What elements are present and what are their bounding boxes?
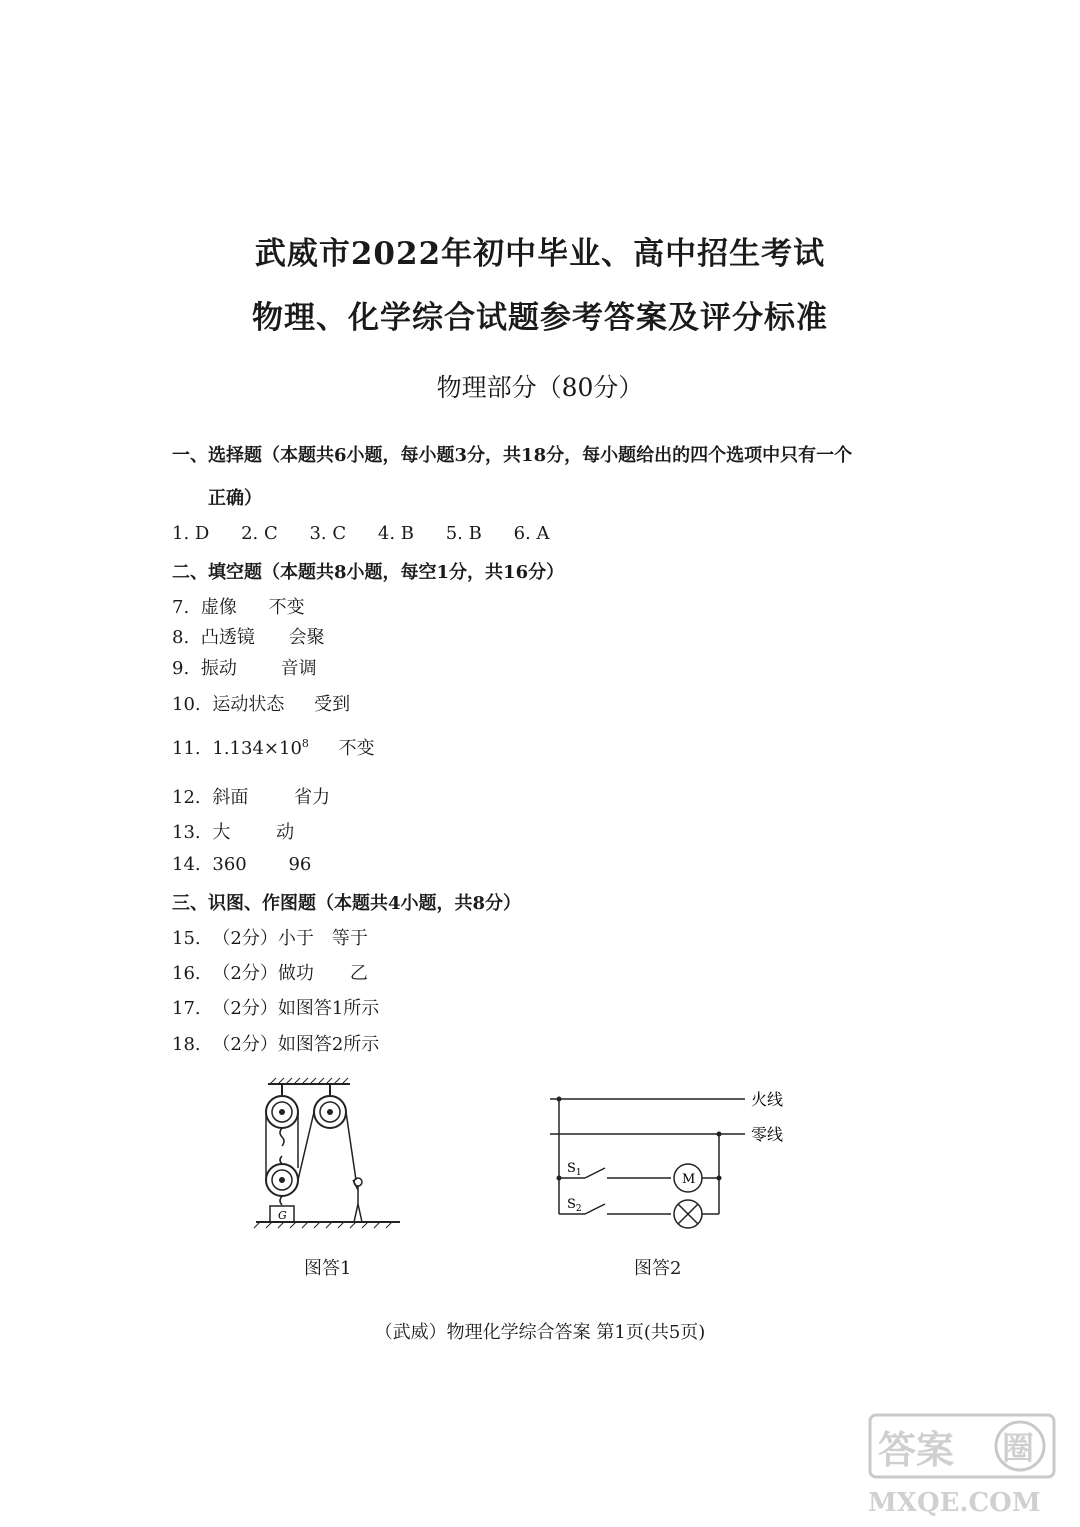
item-number: 7. bbox=[172, 597, 190, 618]
item-number: 17. bbox=[172, 998, 201, 1019]
fill-item-8 bbox=[172, 623, 325, 649]
answer-exponent: 8 bbox=[301, 737, 309, 750]
blank-answer-2: 会聚 bbox=[288, 627, 325, 648]
figure2-caption: 图答2 bbox=[634, 1258, 682, 1279]
figure1-caption: 图答1 bbox=[304, 1258, 352, 1279]
switch1-subscript: 1 bbox=[575, 1168, 582, 1178]
answer-4: 4. B bbox=[377, 523, 414, 544]
circuit-diagram bbox=[545, 1082, 795, 1232]
item-number: 11. bbox=[172, 738, 201, 759]
item-answer: （2分）做功 乙 bbox=[212, 963, 368, 984]
blank-answer-1: 大 bbox=[212, 822, 231, 843]
item-answer: （2分）小于 等于 bbox=[212, 928, 368, 949]
blank-answer-2: 不变 bbox=[338, 738, 375, 759]
blank-answer-1: 虚像 bbox=[200, 597, 237, 618]
fill-item-7 bbox=[172, 593, 305, 619]
page-footer: （武威）物理化学综合答案 第1页(共5页) bbox=[374, 1322, 706, 1343]
blank-answer-2: 不变 bbox=[268, 597, 305, 618]
blank-answer-2: 省力 bbox=[294, 787, 331, 808]
item-answer: （2分）如图答2所示 bbox=[212, 1034, 380, 1055]
fill-item-9 bbox=[172, 654, 317, 680]
neutral-wire-label: 零线 bbox=[751, 1125, 784, 1144]
fill-item-13 bbox=[172, 818, 294, 844]
drawing-item-16 bbox=[172, 959, 368, 985]
live-wire-label: 火线 bbox=[751, 1090, 784, 1109]
answer-1: 1. D bbox=[172, 523, 210, 544]
motor-label: M bbox=[682, 1172, 696, 1187]
part-heading: 物理部分（80分） bbox=[436, 373, 644, 402]
pulley-diagram bbox=[250, 1076, 410, 1236]
document-title: 武威市2022年初中毕业、高中招生考试 bbox=[254, 236, 826, 272]
section3-heading: 三、识图、作图题（本题共4小题，共8分） bbox=[172, 893, 522, 914]
watermark-logo bbox=[862, 1411, 1062, 1521]
item-number: 18. bbox=[172, 1034, 201, 1055]
item-number: 10. bbox=[172, 694, 201, 715]
drawing-item-15 bbox=[172, 924, 368, 950]
answer-6: 6. A bbox=[513, 523, 550, 544]
svg-text:圈: 圈 bbox=[1002, 1429, 1035, 1467]
drawing-item-17 bbox=[172, 994, 379, 1020]
item-number: 9. bbox=[172, 658, 190, 679]
section1-heading: 一、选择题（本题共6小题，每小题3分，共18分，每小题给出的四个选项中只有一个 bbox=[172, 445, 853, 466]
blank-answer-1: 360 bbox=[212, 854, 247, 875]
fill-item-12 bbox=[172, 783, 330, 809]
watermark-text: MXQE.COM bbox=[868, 1488, 1041, 1518]
switch2-subscript: 2 bbox=[575, 1204, 582, 1214]
blank-answer-1: 凸透镜 bbox=[200, 627, 255, 648]
item-number: 14. bbox=[172, 854, 201, 875]
blank-answer-2: 96 bbox=[288, 854, 312, 875]
document-subtitle: 物理、化学综合试题参考答案及评分标准 bbox=[252, 300, 828, 336]
switch1-label bbox=[567, 1161, 582, 1178]
blank-answer-1: 运动状态 bbox=[212, 694, 285, 715]
blank-answer-1 bbox=[212, 738, 309, 759]
answer-2: 2. C bbox=[241, 523, 278, 544]
switch2-label bbox=[567, 1197, 582, 1214]
fill-item-10 bbox=[172, 690, 350, 716]
item-number: 12. bbox=[172, 787, 201, 808]
answer-5: 5. B bbox=[445, 523, 482, 544]
section1-heading-cont: 正确） bbox=[208, 488, 262, 509]
blank-answer-2: 动 bbox=[276, 822, 295, 843]
item-answer: （2分）如图答1所示 bbox=[212, 998, 380, 1019]
answer-3: 3. C bbox=[309, 523, 347, 544]
drawing-item-18 bbox=[172, 1030, 379, 1056]
weight-label: G bbox=[278, 1209, 287, 1222]
svg-text:答案: 答案 bbox=[878, 1427, 955, 1472]
blank-answer-1: 振动 bbox=[200, 658, 237, 679]
switch2-letter: S bbox=[567, 1197, 576, 1212]
fill-item-14 bbox=[172, 854, 311, 875]
blank-answer-2: 受到 bbox=[314, 694, 351, 715]
blank-answer-2: 音调 bbox=[280, 658, 317, 679]
blank-answer-1: 斜面 bbox=[212, 787, 249, 808]
section1-answers bbox=[172, 523, 550, 544]
item-number: 16. bbox=[172, 963, 201, 984]
item-number: 8. bbox=[172, 627, 190, 648]
answer-base: 1.134×10 bbox=[212, 738, 302, 759]
switch1-letter: S bbox=[567, 1161, 576, 1176]
section2-heading: 二、填空题（本题共8小题，每空1分，共16分） bbox=[172, 562, 565, 583]
item-number: 15. bbox=[172, 928, 201, 949]
fill-item-11 bbox=[172, 734, 375, 760]
item-number: 13. bbox=[172, 822, 201, 843]
